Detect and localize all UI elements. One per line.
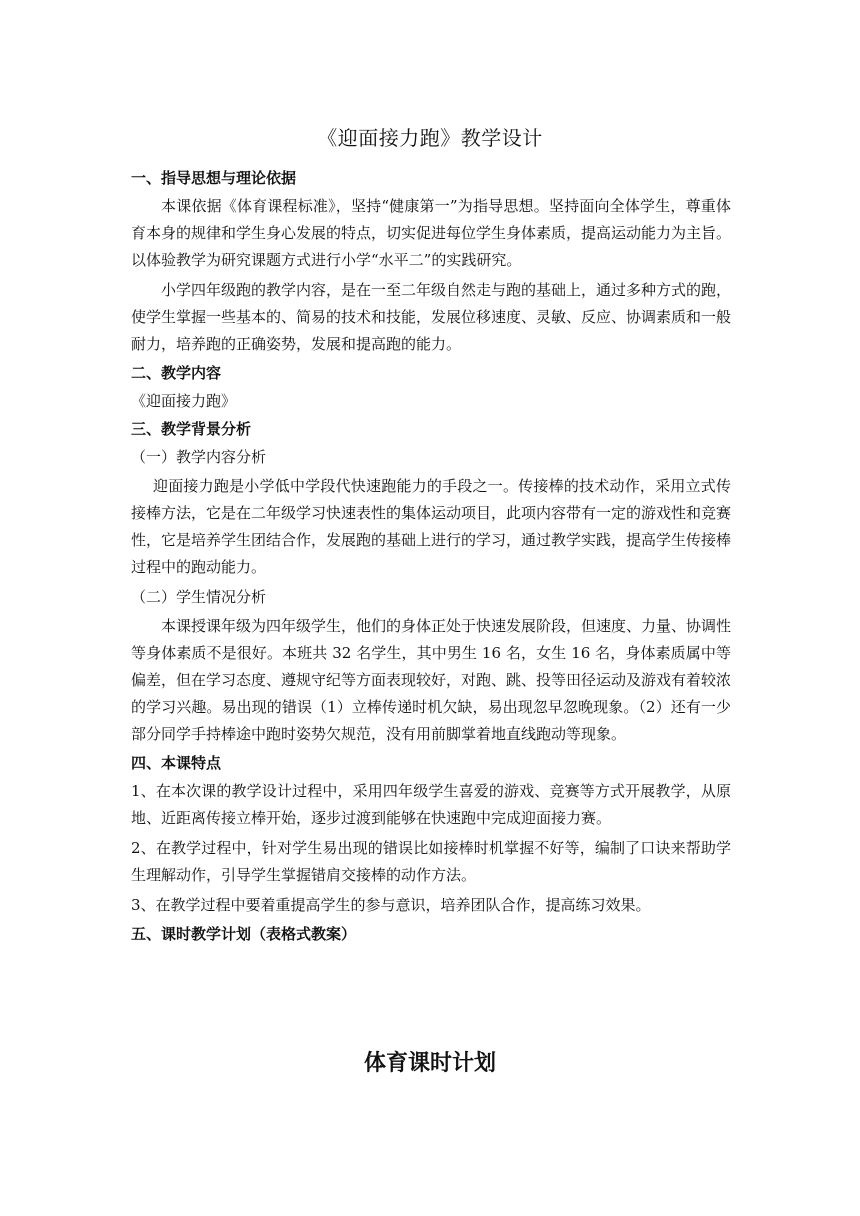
subheading-student-analysis: （二）学生情况分析 [131,588,267,606]
paragraph-guiding-ideology: 本课依据《体育课程标准》，坚持“健康第一”为指导思想。坚持面向全体学生，尊重体育本身的规律和学生身心发展的特点，切实促进每位学生身体素质，提高运动能力为主旨。以体验教学为研究课题方式进行小学“水平二”的实践研究。 [131,197,732,269]
lesson-feature-item-2: 2、在教学过程中，针对学生易出现的错误比如接棒时机掌握不好等，编制了口诀来帮助学生理解动作，引导学生掌握错肩交接棒的动作方法。 [131,839,731,884]
section-heading-guiding-ideology: 一、指导思想与理论依据 [131,169,297,187]
lesson-feature-item-1: 1、在本次课的教学设计过程中，采用四年级学生喜爱的游戏、竞赛等方式开展教学，从原地、近距离传接立棒开始，逐步过渡到能够在快速跑中完成迎面接力赛。 [131,782,731,827]
section-heading-lesson-plan: 五、课时教学计划（表格式教案） [131,925,357,943]
lesson-plan-title: 体育课时计划 [363,1051,496,1076]
teaching-content-text: 《迎面接力跑》 [131,392,237,410]
document-body [131,166,731,946]
paragraph-student-analysis: 本课授课年级为四年级学生，他们的身体正处于快速发展阶段，但速度、力量、协调性等身体素质不是很好。本班共 32 名学生，其中男生 16 名，女生 16 名，身体素质属中等偏差，但在学习态度、遵规守纪等方面表现较好，对跑、跳、投等田径运动及游戏有着较浓的学习兴趣。易出现的错误（1）立棒传递时机欠缺，易出现忽早忽晚现象。（2）还有一少部分同学手持棒途中跑时姿势欠规范，没有用前脚掌着地直线跑动等现象。 [131,617,732,743]
section-heading-lesson-features: 四、本课特点 [131,754,222,772]
paragraph-running-content: 小学四年级跑的教学内容，是在一至二年级自然走与跑的基础上，通过多种方式的跑，使学生掌握一些基本的、简易的技术和技能，发展位移速度、灵敏、反应、协调素质和一般耐力，培养跑的正确姿势，发展和提高跑的能力。 [131,281,732,353]
document-title: 《迎面接力跑》教学设计 [317,126,543,150]
lesson-feature-item-3: 3、在教学过程中要着重提高学生的参与意识，培养团队合作，提高练习效果。 [131,896,651,914]
subheading-content-analysis: （一）教学内容分析 [131,448,267,466]
section-heading-teaching-content: 二、教学内容 [131,364,222,382]
paragraph-content-analysis: 迎面接力跑是小学低中学段代快速跑能力的手段之一。传接棒的技术动作，采用立式传接棒方法，它是在二年级学习快速表性的集体运动项目，此项内容带有一定的游戏性和竞赛性，它是培养学生团结合作，发展跑的基础上进行的学习，通过教学实践，提高学生传接棒过程中的跑动能力。 [131,477,732,576]
section-heading-background-analysis: 三、教学背景分析 [131,420,252,438]
